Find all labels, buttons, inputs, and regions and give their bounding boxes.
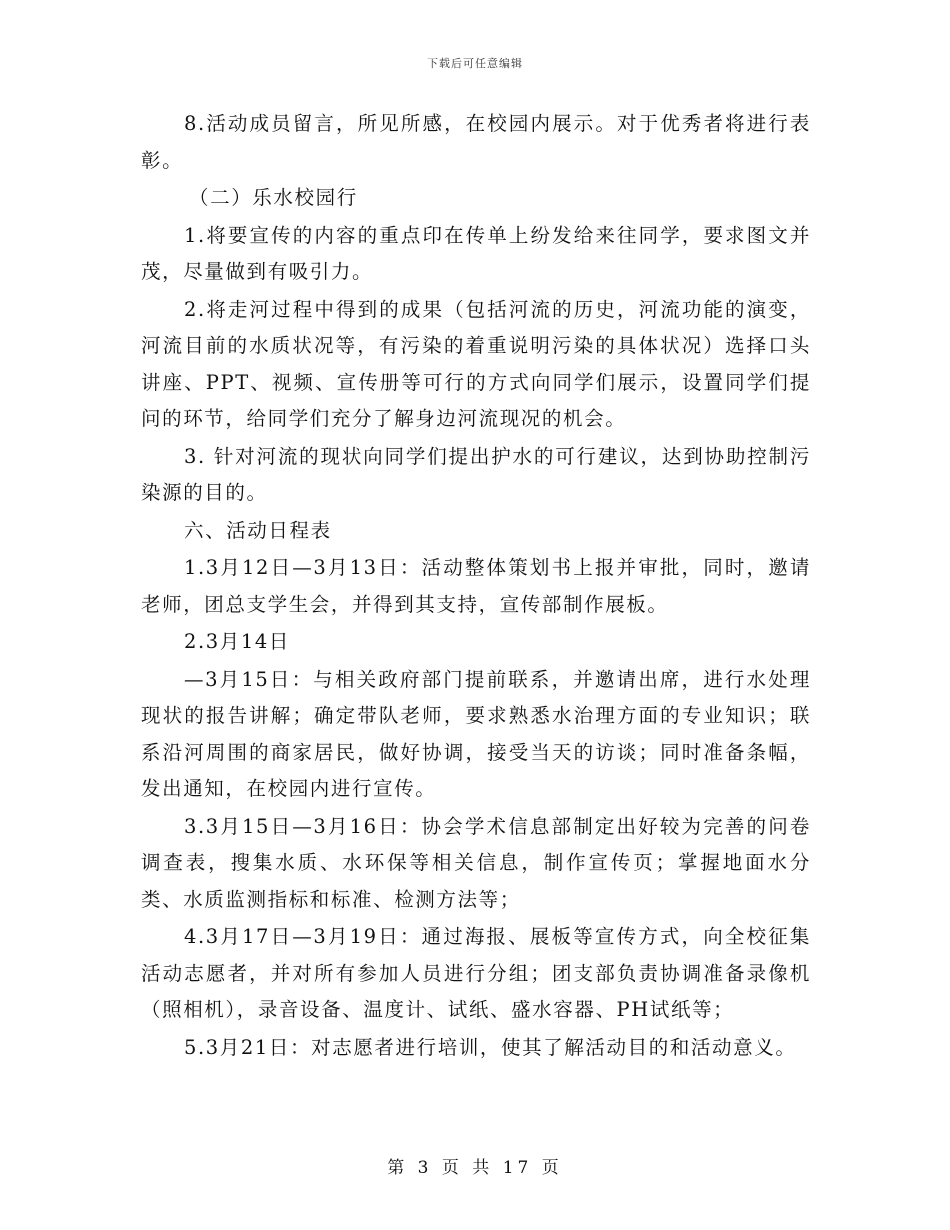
schedule-item-4: 4.3月17日—3月19日：通过海报、展板等宣传方式，向全校征集活动志愿者，并对所有参加人员进行分组；团支部负责协调准备录像机（照相机），录音设备、温度计、试纸、盛水容器、PH试纸等； (141, 925, 811, 1021)
page-header: 下载后可任意编辑 (427, 57, 523, 70)
page-number-footer: 第 3 页 共 17 页 (387, 1158, 563, 1178)
paragraph-item-8: 8.活动成员留言，所见所感，在校园内展示。对于优秀者将进行表彰。 (141, 112, 811, 172)
paragraph-item-1: 1.将要宣传的内容的重点印在传单上纷发给来往同学，要求图文并茂，尽量做到有吸引力。 (141, 223, 811, 283)
schedule-item-2: 2.3月14日 (184, 630, 291, 653)
schedule-item-2-continued: —3月15日：与相关政府部门提前联系，并邀请出席，进行水处理现状的报告讲解；确定带队老师，要求熟悉水治理方面的专业知识；联系沿河周围的商家居民，做好协调，接受当天的访谈；同时准备条幅，发出通知，在校园内进行宣传。 (141, 667, 811, 800)
section-heading-schedule: 六、活动日程表 (184, 518, 332, 542)
schedule-item-5: 5.3月21日：对志愿者进行培训，使其了解活动目的和活动意义。 (184, 1035, 797, 1059)
paragraph-item-3: 3. 针对河流的现状向同学们提出护水的可行建议，达到协助控制污染源的目的。 (141, 444, 811, 504)
schedule-item-3: 3.3月15日—3月16日：协会学术信息部制定出好较为完善的问卷调查表，搜集水质、水环保等相关信息，制作宣传页；掌握地面水分类、水质监测指标和标准、检测方法等； (141, 814, 811, 911)
paragraph-item-2: 2.将走河过程中得到的成果（包括河流的历史，河流功能的演变，河流目前的水质状况等，有污染的着重说明污染的具体状况）选择口头讲座、PPT、视频、宣传册等可行的方式向同学们展示，设置同学们提问的环节，给同学们充分了解身边河流现况的机会。 (141, 297, 811, 430)
section-heading-campus: （二）乐水校园行 (189, 186, 358, 209)
schedule-item-1: 1.3月12日—3月13日：活动整体策划书上报并审批，同时，邀请老师，团总支学生会，并得到其支持，宣传部制作展板。 (141, 556, 811, 616)
document-body (141, 106, 811, 1067)
